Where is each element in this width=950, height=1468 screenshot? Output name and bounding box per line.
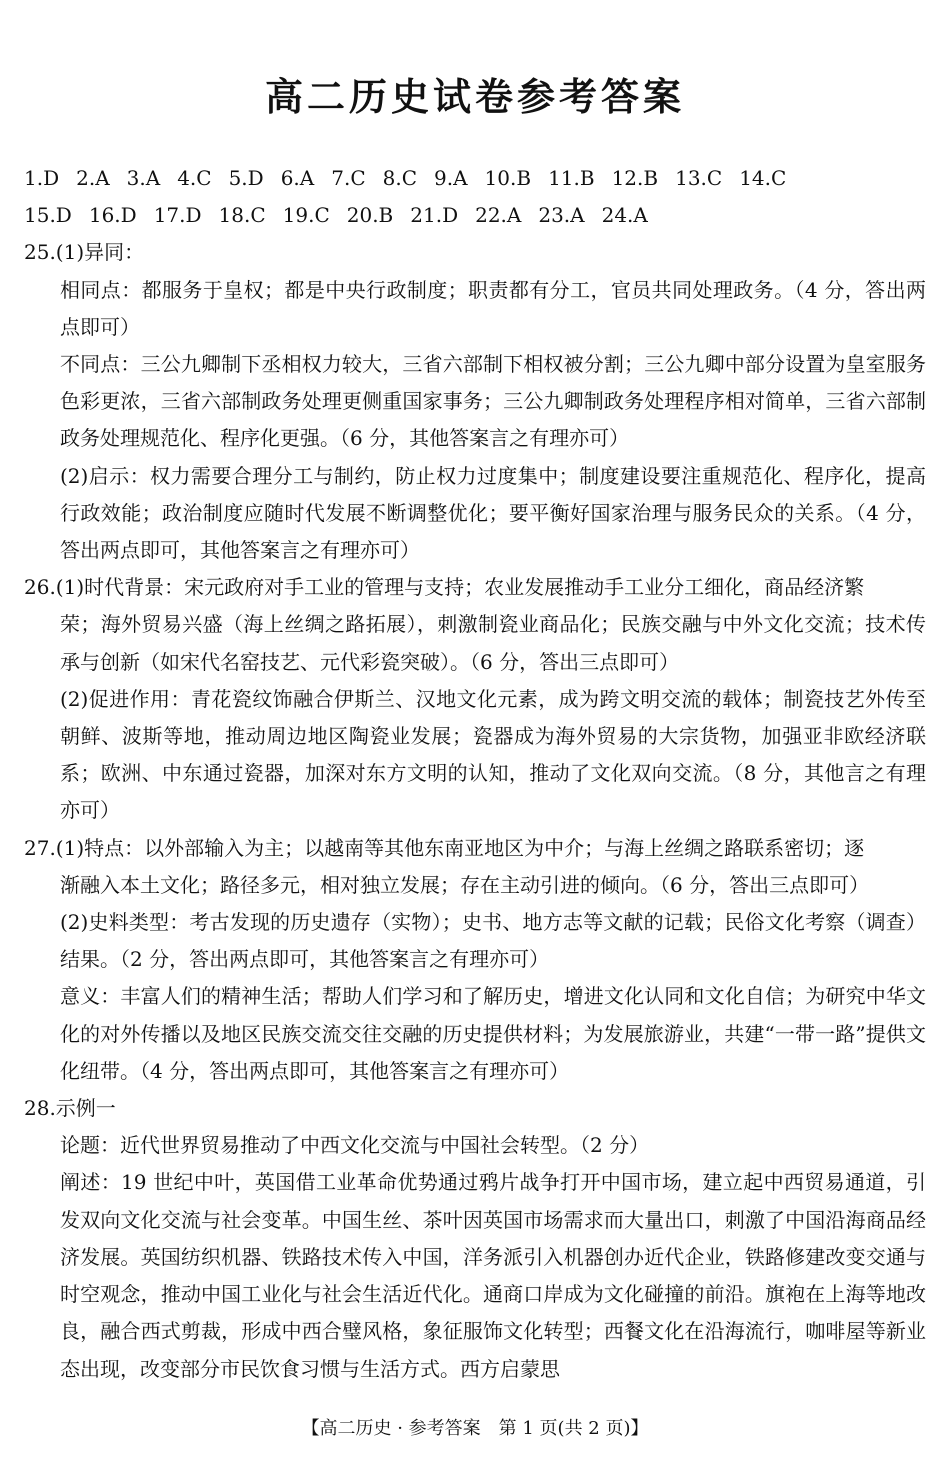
q27-source-types: (2)史料类型：考古发现的历史遗存（实物）；史书、地方志等文献的记载；民俗文化考察（调查）结果。（2 分，答出两点即可，其他答案言之有理亦可） [60,910,926,972]
choice-answer: 4.C [177,166,212,190]
q26-effects: (2)促进作用：青花瓷纹饰融合伊斯兰、汉地文化元素，成为跨文明交流的载体；制瓷技艺外传至朝鲜、波斯等地，推动周边地区陶瓷业发展；瓷器成为海外贸易的大宗货物，加强亚非欧经济联系；欧洲、中东通过瓷器，加深对东方文明的认知，推动了文化双向交流。（8 分，其他言之有理亦可） [60,686,926,823]
choice-answer: 24.A [601,203,648,228]
choice-answer: 13.C [675,166,723,190]
choice-answer: 22.A [475,203,522,228]
page-title: 高二历史试卷参考答案 [264,75,685,119]
q27-significance: 意义：丰富人们的精神生活；帮助人们学习和了解历史，增进文化认同和文化自信；为研究中华文化的对外传播以及地区民族交流交往交融的历史提供材料；为发展旅游业，共建“一带一路”提供文化纽带。（4 分，答出两点即可，其他答案言之有理亦可） [60,984,926,1083]
q28-thesis: 论题：近代世界贸易推动了中西文化交流与中国社会转型。（2 分） [60,1133,650,1158]
q26-background: 荣；海外贸易兴盛（海上丝绸之路拓展），刺激制瓷业商品化；民族交融与中外文化交流；技术传承与创新（如宋代名窑技艺、元代彩瓷突破）。（6 分，答出三点即可） [60,612,926,674]
q25-heading: 25.(1)异同： [24,240,145,265]
choice-answer: 19.C [282,203,330,228]
choice-answer: 23.A [538,203,585,228]
answer-content [24,160,926,1388]
choice-answer: 2.A [76,166,110,190]
q28-elaboration: 阐述：19 世纪中叶，英国借工业革命优势通过鸦片战争打开中国市场，建立起中西贸易通道，引发双向文化交流与社会变革。中国生丝、茶叶因英国市场需求而大量出口，刺激了中国沿海商品经济发展。英国纺织机器、铁路技术传入中国，洋务派引入机器创办近代企业，铁路修建改变交通与时空观念，推动中国工业化与社会生活近代化。通商口岸成为文化碰撞的前沿。旗袍在上海等地改良，融合西式剪裁，形成中西合璧风格，象征服饰文化转型；西餐文化在沿海流行，咖啡屋等新业态出现，改变部分市民饮食习惯与生活方式。西方启蒙思 [60,1170,926,1381]
choice-answer: 3.A [126,166,161,190]
choice-answer: 1.D [24,166,60,190]
choice-answer: 5.D [228,166,264,190]
choice-answer: 12.B [611,166,659,190]
choice-answer: 21.D [410,203,459,228]
q26-heading: 26.(1)时代背景：宋元政府对手工业的管理与支持；农业发展推动手工业分工细化，商品经济繁 [24,575,865,600]
choice-answer: 6.A [280,166,315,190]
choice-answers-row-2 [24,197,926,234]
choice-answer: 8.C [382,166,418,190]
choice-answer: 20.B [346,203,394,228]
choice-answers-row-1 [24,160,926,197]
q25-insights: (2)启示：权力需要合理分工与制约，防止权力过度集中；制度建设要注重规范化、程序化，提高行政效能；政治制度应随时代发展不断调整优化；要平衡好国家治理与服务民众的关系。（4 分，答出两点即可，其他答案言之有理亦可） [60,463,926,563]
choice-answer: 9.A [434,166,468,190]
choice-answer: 11.B [548,166,595,190]
q25-similarities: 相同点：都服务于皇权；都是中央行政制度；职责都有分工，官员共同处理政务。（4 分，答出两点即可） [60,277,926,339]
q28-heading: 28.示例一 [24,1096,116,1121]
choice-answer: 18.C [218,203,266,228]
q27-features: 渐融入本土文化；路径多元，相对独立发展；存在主动引进的倾向。（6 分，答出三点即可） [60,872,870,897]
choice-answer: 14.C [739,166,787,190]
choice-answer: 16.D [88,203,137,228]
choice-answer: 10.B [484,166,532,190]
q27-heading: 27.(1)特点：以外部输入为主；以越南等其他东南亚地区为中介；与海上丝绸之路联系密切；逐 [24,835,865,860]
q25-differences: 不同点：三公九卿制下丞相权力较大，三省六部制下相权被分割；三公九卿中部分设置为皇室服务色彩更浓，三省六部制政务处理更侧重国家事务；三公九卿制政务处理程序相对简单，三省六部制政务处理规范化、程序化更强。（6 分，其他答案言之有理亦可） [60,352,926,451]
choice-answer: 17.D [153,203,202,228]
page-footer: 【高二历史 · 参考答案 第 1 页(共 2 页)】 [301,1418,649,1439]
choice-answer: 15.D [24,203,72,228]
choice-answer: 7.C [331,166,366,190]
